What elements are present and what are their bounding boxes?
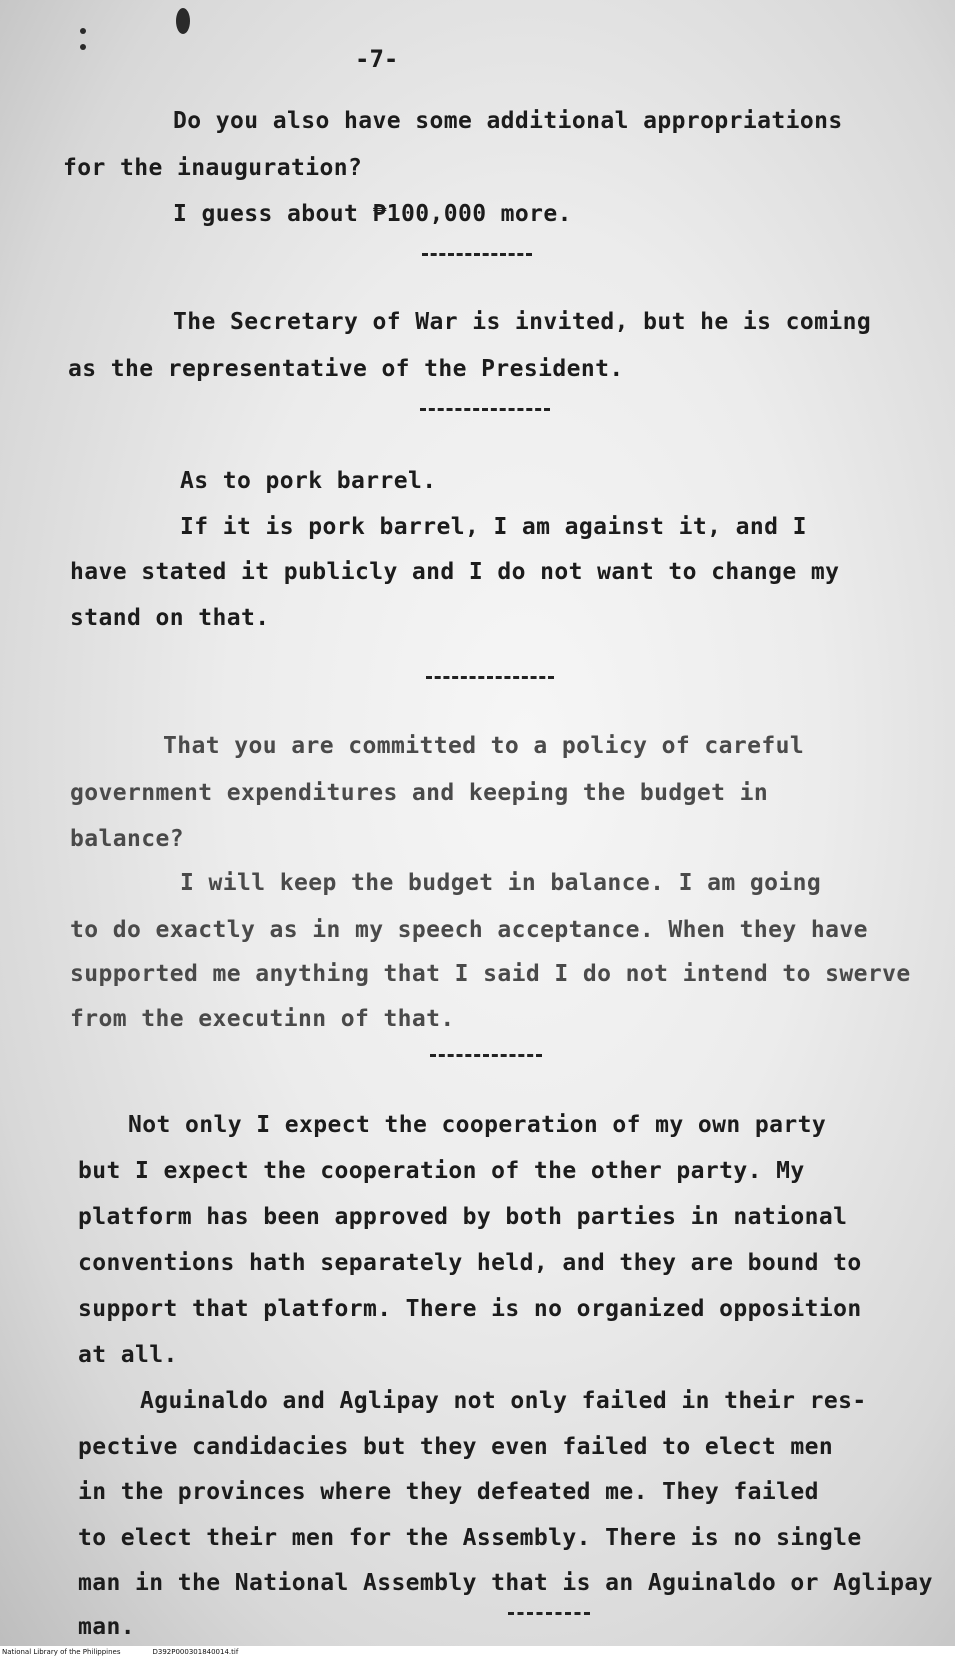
text-line: pective candidacies but they even failed to elect men — [78, 1434, 834, 1460]
text-line: balance? — [70, 826, 184, 852]
file-identifier: D392P000301840014.tif — [152, 1648, 239, 1656]
text-line: I guess about ₱100,000 more. — [173, 201, 572, 227]
text-line: man in the National Assembly that is an Aguinaldo or Aglipay — [78, 1570, 933, 1596]
text-line: The Secretary of War is invited, but he is coming — [173, 309, 872, 335]
text-line: as the representative of the President. — [68, 356, 624, 382]
section-divider — [508, 1612, 590, 1615]
text-line: from the executinn of that. — [70, 1006, 455, 1032]
punch-hole-mark — [80, 28, 86, 34]
text-line: man. — [78, 1614, 135, 1640]
page-number: -7- — [355, 45, 399, 73]
ink-blot-mark — [176, 8, 190, 34]
text-line: supported me anything that I said I do not intend to swerve — [70, 961, 911, 987]
text-line: but I expect the cooperation of the other party. My — [78, 1158, 805, 1184]
punch-hole-mark — [80, 44, 86, 50]
text-line: If it is pork barrel, I am against it, and I — [180, 514, 807, 540]
archive-footer — [0, 1646, 955, 1658]
text-line: to do exactly as in my speech acceptance. When they have — [70, 917, 868, 943]
text-line: stand on that. — [70, 605, 270, 631]
text-line: for the inauguration? — [63, 155, 363, 181]
library-credit: National Library of the Philippines — [2, 1648, 121, 1656]
text-line: That you are committed to a policy of careful — [163, 733, 805, 759]
text-line: conventions hath separately held, and they are bound to — [78, 1250, 862, 1276]
text-line: to elect their men for the Assembly. There is no single — [78, 1525, 862, 1551]
section-divider — [422, 253, 532, 256]
text-line: government expenditures and keeping the budget in — [70, 780, 769, 806]
text-line: support that platform. There is no organized opposition — [78, 1296, 862, 1322]
text-line: platform has been approved by both parties in national — [78, 1204, 848, 1230]
text-line: I will keep the budget in balance. I am going — [180, 870, 822, 896]
section-divider — [426, 676, 554, 679]
section-divider — [430, 1054, 542, 1057]
text-line: Not only I expect the cooperation of my own party — [128, 1112, 827, 1138]
text-line: Do you also have some additional appropriations — [173, 108, 843, 134]
text-line: at all. — [78, 1342, 178, 1368]
section-divider — [420, 408, 550, 411]
text-line: in the provinces where they defeated me. They failed — [78, 1479, 819, 1505]
text-line: Aguinaldo and Aglipay not only failed in their res- — [140, 1388, 867, 1414]
text-line: have stated it publicly and I do not want to change my — [70, 559, 840, 585]
text-line: As to pork barrel. — [180, 468, 437, 494]
